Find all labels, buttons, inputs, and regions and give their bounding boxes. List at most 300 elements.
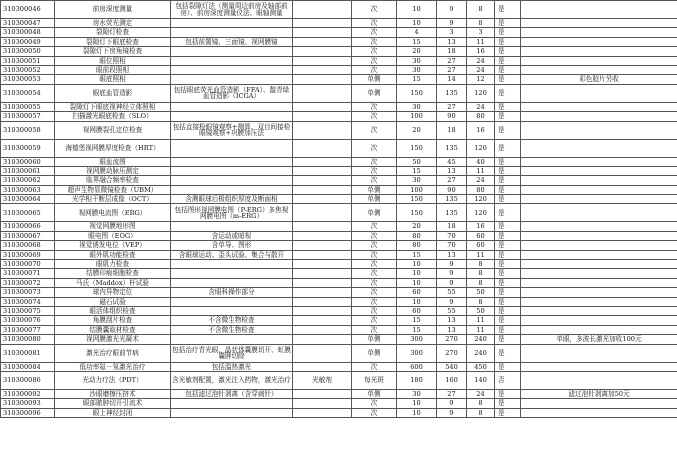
item-code-cell: 310300069	[1, 250, 55, 259]
price-tier2-cell: 9	[437, 260, 467, 269]
price-tier1-cell: 60	[397, 306, 437, 315]
price-tier3-cell: 50	[467, 306, 495, 315]
item-name-cell: 海德堡视网膜厚度检查（HRT）	[55, 139, 171, 157]
excluded-content-cell	[293, 316, 352, 325]
item-content-cell	[171, 269, 293, 278]
price-tier1-cell: 10	[397, 297, 437, 306]
excluded-content-cell	[293, 399, 352, 408]
item-content-cell	[171, 65, 293, 74]
price-tier2-cell: 135	[437, 84, 467, 102]
item-name-cell: 眼底血管造影	[55, 84, 171, 102]
excluded-content-cell	[293, 84, 352, 102]
price-tier3-cell: 80	[467, 112, 495, 121]
table-row	[1, 408, 677, 417]
price-tier1-cell: 150	[397, 195, 437, 204]
item-name-cell: 沙眼磨擦压挤术	[55, 389, 171, 398]
note-cell	[521, 297, 677, 306]
item-name-cell: 眼血流图	[55, 157, 171, 166]
unit-cell: 单侧	[352, 204, 397, 222]
insurance-flag-cell: 是	[495, 399, 521, 408]
price-tier2-cell: 27	[437, 176, 467, 185]
excluded-content-cell	[293, 19, 352, 28]
excluded-content-cell	[293, 250, 352, 259]
unit-cell: 次	[352, 241, 397, 250]
unit-cell: 单侧	[352, 75, 397, 84]
price-tier2-cell: 13	[437, 325, 467, 334]
note-cell	[521, 65, 677, 74]
item-name-cell: 激光治疗眼前节病	[55, 344, 171, 362]
item-content-cell	[171, 139, 293, 157]
item-content-cell	[171, 297, 293, 306]
item-content-cell	[171, 278, 293, 287]
price-tier2-cell: 13	[437, 250, 467, 259]
unit-cell: 单侧	[352, 84, 397, 102]
note-cell	[521, 241, 677, 250]
excluded-content-cell	[293, 166, 352, 175]
item-name-cell: 眼上神经封闭	[55, 408, 171, 417]
price-tier3-cell: 450	[467, 362, 495, 371]
insurance-flag-cell: 是	[495, 306, 521, 315]
item-name-cell: 光学相干断层成像（OCT）	[55, 195, 171, 204]
insurance-flag-cell: 是	[495, 19, 521, 28]
item-name-cell: 裂隙灯检查	[55, 28, 171, 37]
price-tier2-cell: 18	[437, 47, 467, 56]
insurance-flag-cell: 是	[495, 241, 521, 250]
price-tier3-cell: 50	[467, 288, 495, 297]
price-tier3-cell: 3	[467, 28, 495, 37]
item-content-cell: 包括图形视网膜电图（P-ERG）多焦视网膜电图（m-ERG）	[171, 204, 293, 222]
insurance-flag-cell: 是	[495, 408, 521, 417]
price-tier1-cell: 15	[397, 166, 437, 175]
table-row	[1, 204, 677, 222]
price-tier1-cell: 30	[397, 65, 437, 74]
table-row	[1, 222, 677, 231]
item-name-cell: 眼位照相	[55, 56, 171, 65]
excluded-content-cell	[293, 260, 352, 269]
unit-cell: 次	[352, 37, 397, 46]
price-tier1-cell: 150	[397, 139, 437, 157]
item-code-cell: 310300072	[1, 278, 55, 287]
table-row	[1, 47, 677, 56]
note-cell	[521, 195, 677, 204]
item-code-cell: 310300059	[1, 139, 55, 157]
note-cell	[521, 316, 677, 325]
item-name-cell: 眼活体组织检查	[55, 306, 171, 315]
table-row	[1, 316, 677, 325]
price-tier1-cell: 300	[397, 344, 437, 362]
item-content-cell	[171, 185, 293, 194]
price-tier2-cell: 18	[437, 222, 467, 231]
price-tier2-cell: 70	[437, 231, 467, 240]
price-tier1-cell: 15	[397, 75, 437, 84]
insurance-flag-cell: 是	[495, 250, 521, 259]
price-tier1-cell: 10	[397, 19, 437, 28]
item-content-cell	[171, 56, 293, 65]
note-cell	[521, 19, 677, 28]
note-cell: 滤过泡针剥离加50元	[521, 389, 677, 398]
unit-cell: 单侧	[352, 344, 397, 362]
excluded-content-cell	[293, 222, 352, 231]
price-tier1-cell: 80	[397, 231, 437, 240]
table-row	[1, 195, 677, 204]
item-code-cell: 310300046	[1, 1, 55, 19]
note-cell	[521, 399, 677, 408]
price-tier2-cell: 55	[437, 288, 467, 297]
item-content-cell: 含眼科操作部分	[171, 288, 293, 297]
unit-cell: 次	[352, 157, 397, 166]
price-tier2-cell: 13	[437, 37, 467, 46]
item-code-cell: 310300071	[1, 269, 55, 278]
note-cell	[521, 250, 677, 259]
price-tier2-cell: 9	[437, 278, 467, 287]
item-code-cell: 310300092	[1, 389, 55, 398]
item-name-cell: 扫描激光眼底检查（SLO）	[55, 112, 171, 121]
item-code-cell: 310300075	[1, 306, 55, 315]
excluded-content-cell	[293, 139, 352, 157]
table-row	[1, 344, 677, 362]
excluded-content-cell	[293, 157, 352, 166]
item-content-cell: 包括裂隙灯法（测量周边前房及轴部前房）、前房深度测量仪法、眼轴测量	[171, 1, 293, 19]
unit-cell: 次	[352, 231, 397, 240]
item-name-cell: 眼前段照相	[55, 65, 171, 74]
item-code-cell: 310300060	[1, 157, 55, 166]
unit-cell: 次	[352, 316, 397, 325]
item-code-cell: 310300062	[1, 176, 55, 185]
price-tier1-cell: 50	[397, 157, 437, 166]
price-tier2-cell: 160	[437, 371, 467, 389]
unit-cell: 次	[352, 325, 397, 334]
table-row	[1, 260, 677, 269]
price-tier1-cell: 180	[397, 371, 437, 389]
item-name-cell: 结膜囊取材检查	[55, 325, 171, 334]
item-code-cell: 310300073	[1, 288, 55, 297]
insurance-flag-cell: 是	[495, 84, 521, 102]
price-tier2-cell: 27	[437, 102, 467, 111]
table-row	[1, 362, 677, 371]
price-tier2-cell: 18	[437, 121, 467, 139]
item-name-cell: 视觉网膜地形图	[55, 222, 171, 231]
price-tier1-cell: 20	[397, 121, 437, 139]
price-tier3-cell: 8	[467, 297, 495, 306]
item-content-cell: 包括前置镜、三面镜、视网膜镜	[171, 37, 293, 46]
item-name-cell: 眼部脓肿切开引流术	[55, 399, 171, 408]
insurance-flag-cell: 否	[495, 371, 521, 389]
item-code-cell: 310300047	[1, 19, 55, 28]
note-cell	[521, 185, 677, 194]
unit-cell: 次	[352, 28, 397, 37]
excluded-content-cell	[293, 37, 352, 46]
item-content-cell	[171, 399, 293, 408]
table-row	[1, 231, 677, 240]
insurance-flag-cell: 是	[495, 278, 521, 287]
insurance-flag-cell: 是	[495, 37, 521, 46]
price-tier1-cell: 4	[397, 28, 437, 37]
price-tier3-cell: 8	[467, 269, 495, 278]
price-tier1-cell: 15	[397, 325, 437, 334]
unit-cell: 次	[352, 408, 397, 417]
table-row	[1, 1, 677, 19]
price-tier1-cell: 10	[397, 1, 437, 19]
item-content-cell: 包括滤过泡针剥离（含穿刺针）	[171, 389, 293, 398]
note-cell	[521, 325, 677, 334]
price-tier2-cell: 27	[437, 65, 467, 74]
price-tier3-cell: 8	[467, 260, 495, 269]
unit-cell: 次	[352, 102, 397, 111]
item-name-cell: 裂隙灯下房角镜检查	[55, 47, 171, 56]
price-tier2-cell: 270	[437, 344, 467, 362]
item-name-cell: 裂隙灯下眼底检查	[55, 37, 171, 46]
price-tier1-cell: 30	[397, 176, 437, 185]
insurance-flag-cell: 是	[495, 260, 521, 269]
price-tier3-cell: 24	[467, 56, 495, 65]
item-content-cell: 含单导、图形	[171, 241, 293, 250]
price-tier1-cell: 150	[397, 84, 437, 102]
note-cell	[521, 121, 677, 139]
table-row	[1, 139, 677, 157]
price-tier3-cell: 16	[467, 47, 495, 56]
note-cell	[521, 222, 677, 231]
note-cell	[521, 157, 677, 166]
price-tier2-cell: 9	[437, 269, 467, 278]
item-code-cell: 310300067	[1, 231, 55, 240]
table-row	[1, 56, 677, 65]
insurance-flag-cell: 是	[495, 56, 521, 65]
note-cell	[521, 344, 677, 362]
excluded-content-cell	[293, 47, 352, 56]
item-name-cell: 眼底照相	[55, 75, 171, 84]
item-content-cell	[171, 222, 293, 231]
price-tier1-cell: 300	[397, 335, 437, 344]
item-code-cell: 310300066	[1, 222, 55, 231]
price-tier2-cell: 90	[437, 112, 467, 121]
price-tier3-cell: 60	[467, 241, 495, 250]
item-content-cell: 不含微生物检查	[171, 325, 293, 334]
price-tier3-cell: 11	[467, 166, 495, 175]
price-tier2-cell: 135	[437, 195, 467, 204]
price-tier3-cell: 24	[467, 65, 495, 74]
item-code-cell: 310300076	[1, 316, 55, 325]
table-row	[1, 371, 677, 389]
insurance-flag-cell: 是	[495, 344, 521, 362]
excluded-content-cell	[293, 121, 352, 139]
price-tier2-cell: 135	[437, 204, 467, 222]
excluded-content-cell	[293, 75, 352, 84]
price-tier1-cell: 15	[397, 316, 437, 325]
item-code-cell: 310300057	[1, 112, 55, 121]
item-code-cell: 310300081	[1, 344, 55, 362]
item-content-cell: 包括眼底荧光血管造影（FFA）、靛青绿血管造影（ICGA）	[171, 84, 293, 102]
price-tier1-cell: 80	[397, 241, 437, 250]
unit-cell: 单侧	[352, 185, 397, 194]
table-row	[1, 112, 677, 121]
unit-cell: 次	[352, 222, 397, 231]
price-tier3-cell: 80	[467, 185, 495, 194]
price-tier1-cell: 10	[397, 399, 437, 408]
item-name-cell: 眼肌力检查	[55, 260, 171, 269]
excluded-content-cell	[293, 195, 352, 204]
item-name-cell: 视网膜裂孔定位检查	[55, 121, 171, 139]
price-tier2-cell: 70	[437, 241, 467, 250]
price-tier2-cell: 13	[437, 166, 467, 175]
excluded-content-cell	[293, 325, 352, 334]
insurance-flag-cell: 是	[495, 102, 521, 111]
price-tier1-cell: 100	[397, 185, 437, 194]
price-tier2-cell: 135	[437, 139, 467, 157]
price-tier2-cell: 27	[437, 389, 467, 398]
note-cell	[521, 371, 677, 389]
table-row	[1, 278, 677, 287]
excluded-content-cell: 光敏剂	[293, 371, 352, 389]
price-tier3-cell: 24	[467, 389, 495, 398]
insurance-flag-cell: 是	[495, 139, 521, 157]
item-code-cell: 310300077	[1, 325, 55, 334]
table-row	[1, 65, 677, 74]
note-cell	[521, 139, 677, 157]
item-code-cell: 310300050	[1, 47, 55, 56]
insurance-flag-cell: 是	[495, 389, 521, 398]
price-tier2-cell: 270	[437, 335, 467, 344]
item-name-cell: 视网膜电流图（ERG）	[55, 204, 171, 222]
insurance-flag-cell: 是	[495, 28, 521, 37]
insurance-flag-cell: 是	[495, 166, 521, 175]
item-content-cell	[171, 112, 293, 121]
note-cell	[521, 231, 677, 240]
item-content-cell: 包括治疗青光眼、晶状体囊膜切开、虹膜囊肿切除	[172, 345, 291, 361]
insurance-flag-cell: 是	[495, 269, 521, 278]
insurance-flag-cell: 是	[495, 112, 521, 121]
insurance-flag-cell: 是	[495, 121, 521, 139]
item-code-cell: 310300053	[1, 75, 55, 84]
item-name-cell: 眼外肌功能检查	[55, 250, 171, 259]
note-cell	[521, 102, 677, 111]
insurance-flag-cell: 是	[495, 176, 521, 185]
price-tier1-cell: 15	[397, 250, 437, 259]
price-tier3-cell: 24	[467, 102, 495, 111]
price-tier2-cell: 9	[437, 297, 467, 306]
insurance-flag-cell: 是	[495, 75, 521, 84]
excluded-content-cell	[293, 408, 352, 417]
item-content-cell: 包括温热激光	[171, 362, 293, 371]
price-tier2-cell: 90	[437, 185, 467, 194]
item-code-cell: 310300068	[1, 241, 55, 250]
table-row	[1, 176, 677, 185]
price-tier3-cell: 11	[467, 37, 495, 46]
insurance-flag-cell: 是	[495, 325, 521, 334]
note-cell	[521, 204, 677, 222]
item-content-cell	[171, 306, 293, 315]
price-tier2-cell: 9	[437, 408, 467, 417]
item-content-cell	[171, 47, 293, 56]
item-code-cell: 310300049	[1, 37, 55, 46]
item-name-cell: 视觉诱发电位（VEP）	[55, 241, 171, 250]
unit-cell: 次	[352, 297, 397, 306]
price-tier3-cell: 12	[467, 75, 495, 84]
excluded-content-cell	[293, 231, 352, 240]
excluded-content-cell	[293, 1, 352, 19]
insurance-flag-cell: 是	[495, 231, 521, 240]
price-tier3-cell: 8	[467, 19, 495, 28]
item-code-cell: 310300064	[1, 195, 55, 204]
item-name-cell: 结膜印痕细胞检查	[55, 269, 171, 278]
price-tier3-cell: 120	[467, 84, 495, 102]
item-code-cell: 310300093	[1, 399, 55, 408]
table-row	[1, 121, 677, 139]
item-name-cell: 角膜刮片检查	[55, 316, 171, 325]
price-tier2-cell: 45	[437, 157, 467, 166]
unit-cell: 单侧	[352, 335, 397, 344]
table-row	[1, 269, 677, 278]
unit-cell: 次	[352, 65, 397, 74]
item-content-cell	[171, 166, 293, 175]
price-tier1-cell: 10	[397, 269, 437, 278]
item-code-cell: 310300074	[1, 297, 55, 306]
item-code-cell: 310300058	[1, 121, 55, 139]
table-row	[1, 166, 677, 175]
note-cell	[521, 56, 677, 65]
item-content-cell: 含光敏剂配置，激光注入药物，激光治疗	[171, 371, 293, 389]
price-tier1-cell: 10	[397, 278, 437, 287]
price-tier2-cell: 9	[437, 19, 467, 28]
price-tier3-cell: 240	[467, 344, 495, 362]
price-tier1-cell: 60	[397, 288, 437, 297]
excluded-content-cell	[293, 204, 352, 222]
insurance-flag-cell: 是	[495, 185, 521, 194]
note-cell	[521, 176, 677, 185]
note-cell	[521, 408, 677, 417]
table-row	[1, 28, 677, 37]
item-content-cell	[171, 176, 293, 185]
item-name-cell: 低功率氦－氖激光治疗	[55, 362, 171, 371]
price-tier3-cell: 120	[467, 195, 495, 204]
insurance-flag-cell: 是	[495, 204, 521, 222]
item-code-cell: 310300065	[1, 204, 55, 222]
table-row	[1, 102, 677, 111]
price-tier2-cell: 3	[437, 28, 467, 37]
insurance-flag-cell: 是	[495, 362, 521, 371]
note-cell	[521, 288, 677, 297]
price-tier3-cell: 60	[467, 231, 495, 240]
unit-cell: 次	[352, 399, 397, 408]
item-name-cell: 临界融合频率检查	[55, 176, 171, 185]
item-name-cell: 视网膜激光光凝术	[55, 335, 171, 344]
price-tier1-cell: 15	[397, 37, 437, 46]
item-content-cell: 含眼球运动、歪头试验、集合与散开	[171, 250, 293, 259]
note-cell	[521, 84, 677, 102]
excluded-content-cell	[293, 112, 352, 121]
price-tier1-cell: 150	[397, 204, 437, 222]
insurance-flag-cell: 是	[495, 288, 521, 297]
item-content-cell	[171, 19, 293, 28]
price-tier3-cell: 24	[467, 176, 495, 185]
table-row	[1, 250, 677, 259]
price-tier2-cell: 9	[437, 1, 467, 19]
excluded-content-cell	[293, 297, 352, 306]
item-code-cell: 310300051	[1, 56, 55, 65]
insurance-flag-cell: 是	[495, 297, 521, 306]
price-tier3-cell: 11	[467, 325, 495, 334]
item-name-cell: 房水荧光测定	[55, 19, 171, 28]
price-tier3-cell: 120	[467, 139, 495, 157]
unit-cell: 次	[352, 362, 397, 371]
item-content-cell: 不含微生物检查	[171, 316, 293, 325]
insurance-flag-cell: 是	[495, 316, 521, 325]
item-code-cell: 310300061	[1, 166, 55, 175]
table-row	[1, 157, 677, 166]
excluded-content-cell	[293, 56, 352, 65]
item-content-cell: 包括直接检眼镜观察+测算、双目间接检眼镜观察+巩膜加压法	[171, 121, 293, 139]
item-content-cell: 含运动或暗视	[171, 231, 293, 240]
item-name-cell: 超声生物显微镜检查（UBM）	[55, 185, 171, 194]
